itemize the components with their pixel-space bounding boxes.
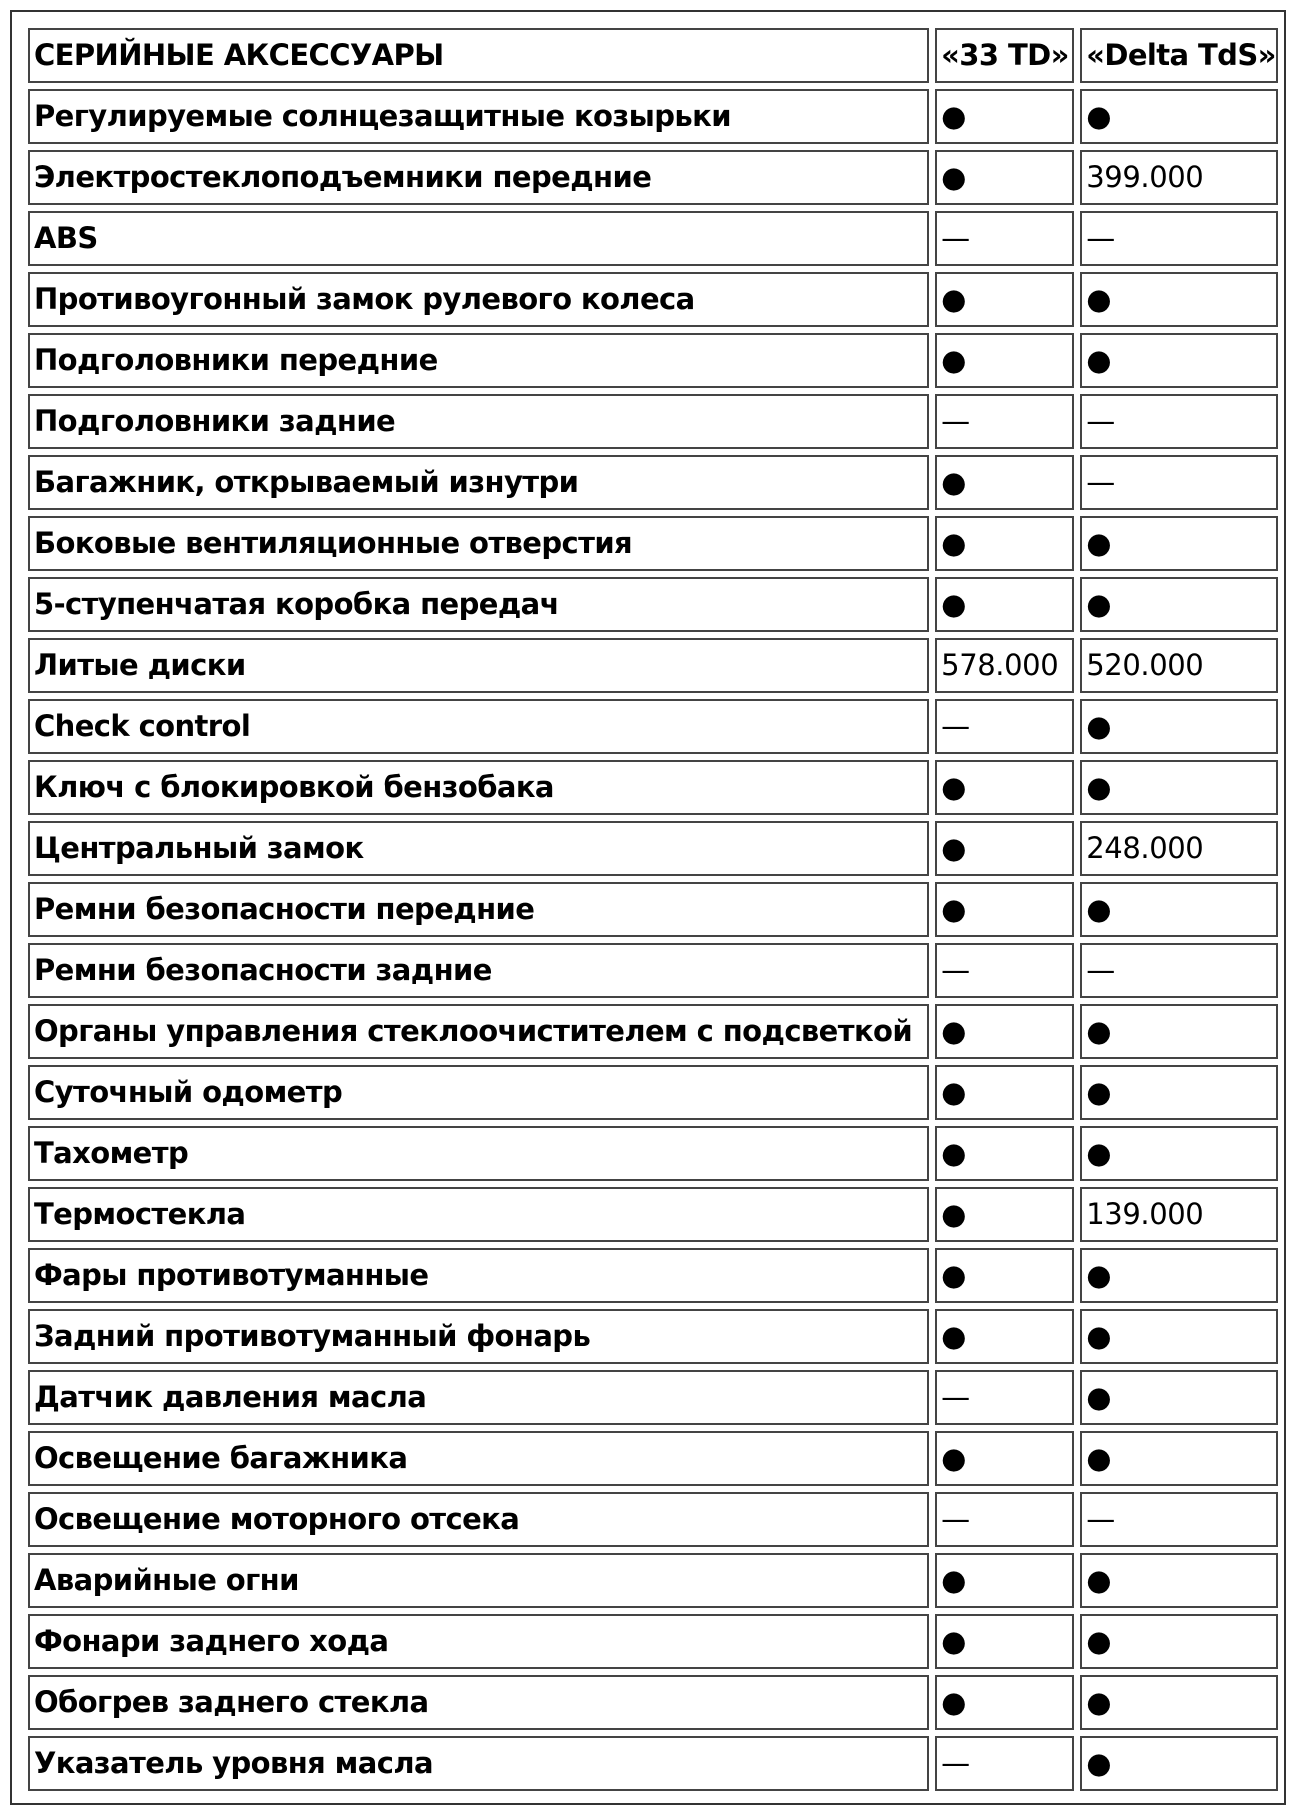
table-row: [28, 760, 1278, 815]
table-row: [28, 1187, 1278, 1242]
table-row: [28, 333, 1278, 388]
table-row: [28, 1675, 1278, 1730]
table-row: [28, 882, 1278, 937]
accessory-name: Багажник, открываемый изнутри: [28, 455, 929, 510]
value-33td: ●: [935, 1126, 1074, 1181]
value-33td: ●: [935, 1553, 1074, 1608]
accessory-name: Ремни безопасности передние: [28, 882, 929, 937]
accessory-name: Подголовники задние: [28, 394, 929, 449]
value-33td: —: [935, 1492, 1074, 1547]
table-row: [28, 577, 1278, 632]
value-33td: —: [935, 1736, 1074, 1791]
value-33td: —: [935, 699, 1074, 754]
accessory-name: Обогрев заднего стекла: [28, 1675, 929, 1730]
accessory-name: Фары противотуманные: [28, 1248, 929, 1303]
value-delta-tds: ●: [1080, 1370, 1278, 1425]
value-33td: ●: [935, 1004, 1074, 1059]
table-row: [28, 638, 1278, 693]
accessory-name: Литые диски: [28, 638, 929, 693]
table-row: [28, 821, 1278, 876]
value-33td: ●: [935, 150, 1074, 205]
value-33td: ●: [935, 272, 1074, 327]
value-delta-tds: ●: [1080, 882, 1278, 937]
value-delta-tds: ●: [1080, 516, 1278, 571]
table-row: [28, 516, 1278, 571]
table-row: [28, 1431, 1278, 1486]
value-delta-tds: ●: [1080, 1126, 1278, 1181]
accessories-table: [22, 22, 1284, 1797]
value-33td: ●: [935, 1248, 1074, 1303]
value-33td: ●: [935, 333, 1074, 388]
value-delta-tds: ●: [1080, 333, 1278, 388]
accessory-name: Органы управления стеклоочистителем с подсветкой: [28, 1004, 929, 1059]
table-row: [28, 1004, 1278, 1059]
accessory-name: Ремни безопасности задние: [28, 943, 929, 998]
accessory-name: Тахометр: [28, 1126, 929, 1181]
table-row: [28, 1126, 1278, 1181]
table-row: [28, 1370, 1278, 1425]
accessory-name: Регулируемые солнцезащитные козырьки: [28, 89, 929, 144]
header-col-delta-tds: «Delta TdS»: [1080, 28, 1278, 83]
value-33td: —: [935, 1370, 1074, 1425]
value-33td: ●: [935, 821, 1074, 876]
value-delta-tds: ●: [1080, 760, 1278, 815]
value-33td: ●: [935, 1187, 1074, 1242]
accessory-name: Подголовники передние: [28, 333, 929, 388]
accessory-name: Датчик давления масла: [28, 1370, 929, 1425]
value-delta-tds: ●: [1080, 1614, 1278, 1669]
table-row: [28, 1492, 1278, 1547]
table-row: [28, 272, 1278, 327]
accessory-name: Противоугонный замок рулевого колеса: [28, 272, 929, 327]
value-delta-tds: ●: [1080, 272, 1278, 327]
table-row: [28, 1248, 1278, 1303]
value-33td: ●: [935, 89, 1074, 144]
value-33td: —: [935, 211, 1074, 266]
value-delta-tds: 399.000: [1080, 150, 1278, 205]
table-row: [28, 455, 1278, 510]
value-delta-tds: ●: [1080, 1309, 1278, 1364]
value-delta-tds: 520.000: [1080, 638, 1278, 693]
value-delta-tds: —: [1080, 1492, 1278, 1547]
accessory-name: Указатель уровня масла: [28, 1736, 929, 1791]
table-header-row: [28, 28, 1278, 83]
value-delta-tds: ●: [1080, 1431, 1278, 1486]
value-delta-tds: ●: [1080, 1675, 1278, 1730]
value-33td: —: [935, 943, 1074, 998]
value-delta-tds: ●: [1080, 89, 1278, 144]
table-row: [28, 211, 1278, 266]
value-33td: ●: [935, 1675, 1074, 1730]
table-row: [28, 1065, 1278, 1120]
accessory-name: 5-ступенчатая коробка передач: [28, 577, 929, 632]
value-33td: ●: [935, 1065, 1074, 1120]
value-33td: ●: [935, 1614, 1074, 1669]
accessory-name: Задний противотуманный фонарь: [28, 1309, 929, 1364]
table-row: [28, 943, 1278, 998]
header-title: СЕРИЙНЫЕ АКСЕССУАРЫ: [28, 28, 929, 83]
table-row: [28, 150, 1278, 205]
accessory-name: Фонари заднего хода: [28, 1614, 929, 1669]
accessory-name: ABS: [28, 211, 929, 266]
accessory-name: Освещение багажника: [28, 1431, 929, 1486]
value-delta-tds: ●: [1080, 577, 1278, 632]
value-delta-tds: —: [1080, 455, 1278, 510]
accessory-name: Освещение моторного отсека: [28, 1492, 929, 1547]
header-col-33td: «33 TD»: [935, 28, 1074, 83]
value-delta-tds: ●: [1080, 1004, 1278, 1059]
value-33td: ●: [935, 577, 1074, 632]
value-delta-tds: —: [1080, 943, 1278, 998]
value-33td: ●: [935, 760, 1074, 815]
value-33td: ●: [935, 1431, 1074, 1486]
accessory-name: Центральный замок: [28, 821, 929, 876]
value-33td: ●: [935, 882, 1074, 937]
value-delta-tds: ●: [1080, 1736, 1278, 1791]
value-delta-tds: —: [1080, 394, 1278, 449]
accessory-name: Ключ с блокировкой бензобака: [28, 760, 929, 815]
table-body: [28, 89, 1278, 1791]
table-row: [28, 89, 1278, 144]
table-frame: [10, 10, 1286, 1805]
table-row: [28, 1736, 1278, 1791]
value-delta-tds: ●: [1080, 699, 1278, 754]
accessory-name: Аварийные огни: [28, 1553, 929, 1608]
value-33td: ●: [935, 1309, 1074, 1364]
value-delta-tds: —: [1080, 211, 1278, 266]
value-delta-tds: 248.000: [1080, 821, 1278, 876]
value-33td: 578.000: [935, 638, 1074, 693]
table-row: [28, 394, 1278, 449]
value-33td: ●: [935, 455, 1074, 510]
value-33td: —: [935, 394, 1074, 449]
value-33td: ●: [935, 516, 1074, 571]
accessory-name: Суточный одометр: [28, 1065, 929, 1120]
table-row: [28, 1309, 1278, 1364]
accessory-name: Боковые вентиляционные отверстия: [28, 516, 929, 571]
value-delta-tds: ●: [1080, 1553, 1278, 1608]
accessory-name: Термостекла: [28, 1187, 929, 1242]
value-delta-tds: 139.000: [1080, 1187, 1278, 1242]
table-row: [28, 1553, 1278, 1608]
value-delta-tds: ●: [1080, 1065, 1278, 1120]
value-delta-tds: ●: [1080, 1248, 1278, 1303]
table-row: [28, 1614, 1278, 1669]
table-row: [28, 699, 1278, 754]
accessory-name: Check control: [28, 699, 929, 754]
accessory-name: Электростеклоподъемники передние: [28, 150, 929, 205]
